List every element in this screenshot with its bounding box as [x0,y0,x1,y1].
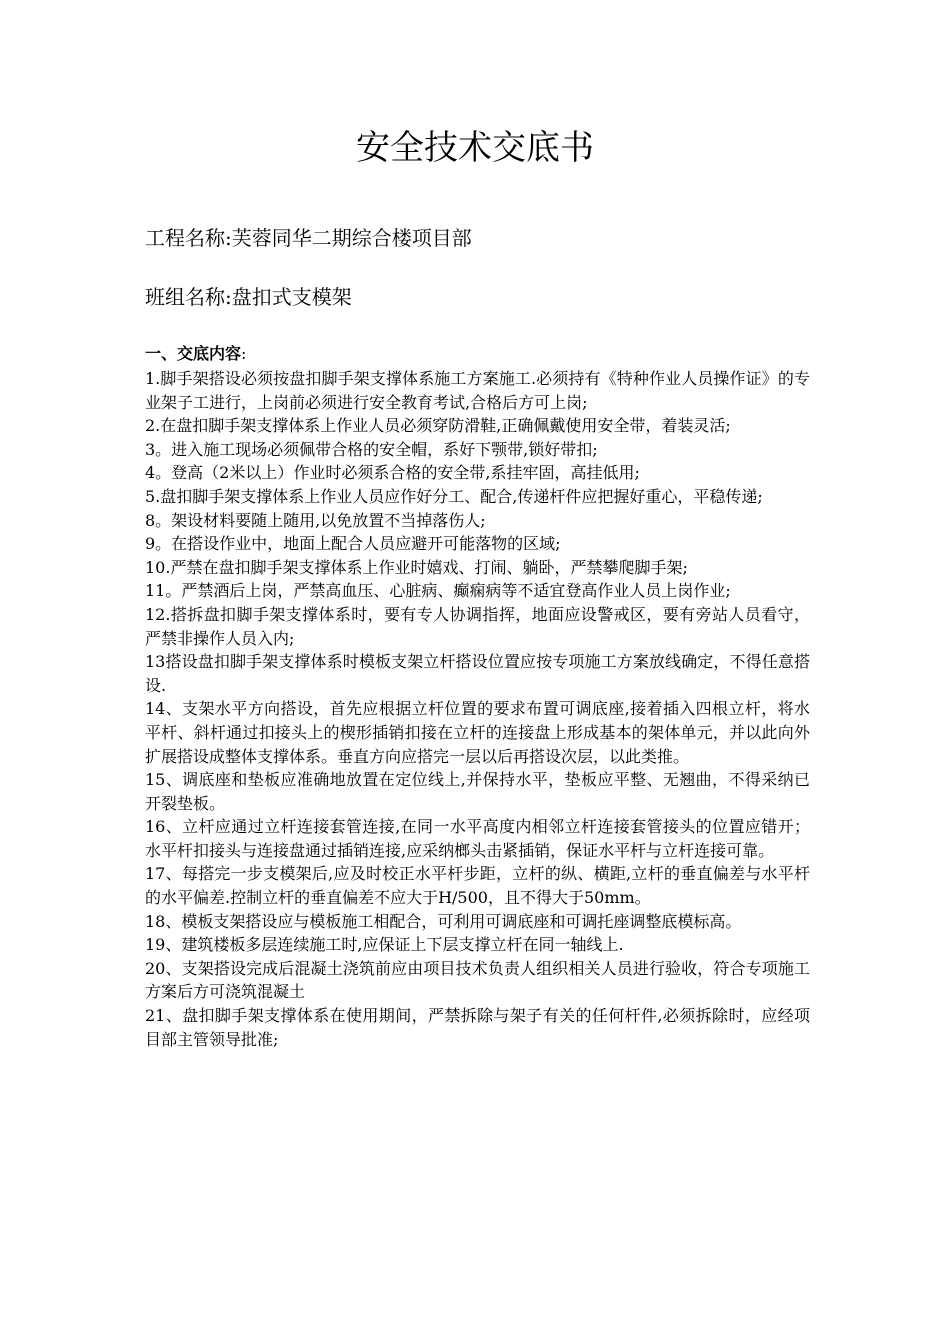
list-item: 15、调底座和垫板应准确地放置在定位线上,并保持水平，垫板应平整、无翘曲，不得采纳已开裂垫板。 [145,770,810,813]
list-item: 5.盘扣脚手架支撑体系上作业人员应作好分工、配合,传递杆件应把握好重心，平稳传递; [145,486,763,506]
list-item: 14、支架水平方向搭设，首先应根据立杆位置的要求布置可调底座,接着插入四根立杆，将水平杆、斜杆通过扣接头上的楔形插销扣接在立杆的连接盘上形成基本的架体单元，并以此向外扩展搭设成整体支撑体系。垂直方向应搭完一层以后再搭设次层，以此类推。 [145,699,810,766]
list-item: 11。严禁酒后上岗，严禁高血压、心脏病、癫痫病等不适宜登高作业人员上岗作业; [145,581,731,601]
project-name-line: 工程名称:芙蓉同华二期综合楼项目部 [145,226,472,250]
list-item: 4。登高（2米以上）作业时必须系合格的安全带,系挂牢固，高挂低用; [145,463,640,483]
list-item: 9。在搭设作业中，地面上配合人员应避开可能落物的区域; [145,534,561,554]
list-item: 21、盘扣脚手架支撑体系在使用期间，严禁拆除与架子有关的任何杆件,必须拆除时，应经项目部主管领导批准; [145,1006,810,1049]
list-item: 19、建筑楼板多层连续施工时,应保证上下层支撑立杆在同一轴线上. [145,935,624,955]
section-heading-label: 一、交底内容 [145,344,242,363]
list-item: 8。架设材料要随上随用,以免放置不当掉落伤人; [145,510,486,530]
list-item: 12.搭拆盘扣脚手架支撑体系时，要有专人协调指挥，地面应设警戒区，要有旁站人员看守，严禁非操作人员入内; [145,604,810,648]
section-heading-colon: : [241,344,247,363]
list-item: 17、每搭完一步支模架后,应及时校正水平杆步距，立杆的纵、横距,立杆的垂直偏差与水平杆的水平偏差.控制立杆的垂直偏差不应大于H/500，且不得大于50mm。 [145,864,810,908]
list-item: 1.脚手架搭设必须按盘扣脚手架支撑体系施工方案施工.必须持有《特种作业人员操作证》的专业架子工进行，上岗前必须进行安全教育考试,合格后方可上岗; [145,369,810,412]
disclosure-item-list [145,367,810,1051]
list-item: 2.在盘扣脚手架支撑体系上作业人员必须穿防滑鞋,正确佩戴使用安全带，着装灵活; [145,416,731,436]
list-item: 18、模板支架搭设应与模板施工相配合，可利用可调底座和可调托座调整底模标高。 [145,911,742,931]
list-item: 13搭设盘扣脚手架支撑体系时模板支架立杆搭设位置应按专项施工方案放线确定，不得任意搭设. [145,652,810,695]
list-item: 20、支架搭设完成后混凝土浇筑前应由项目技术负责人组织相关人员进行验收，符合专项施工方案后方可浇筑混凝土 [145,958,810,1002]
section-heading [145,343,246,365]
list-item: 3。进入施工现场必须佩带合格的安全帽，系好下颚带,锁好带扣; [145,439,598,459]
list-item: 10.严禁在盘扣脚手架支撑体系上作业时嬉戏、打闹、躺卧，严禁攀爬脚手架; [145,557,688,577]
team-name-line: 班组名称:盘扣式支模架 [145,285,352,309]
document-title: 安全技术交底书 [356,128,594,168]
list-item: 16、立杆应通过立杆连接套管连接,在同一水平高度内相邻立杆连接套管接头的位置应错开；水平杆扣接头与连接盘通过插销连接,应采纳榔头击紧插销，保证水平杆与立杆连接可靠。 [145,817,810,860]
